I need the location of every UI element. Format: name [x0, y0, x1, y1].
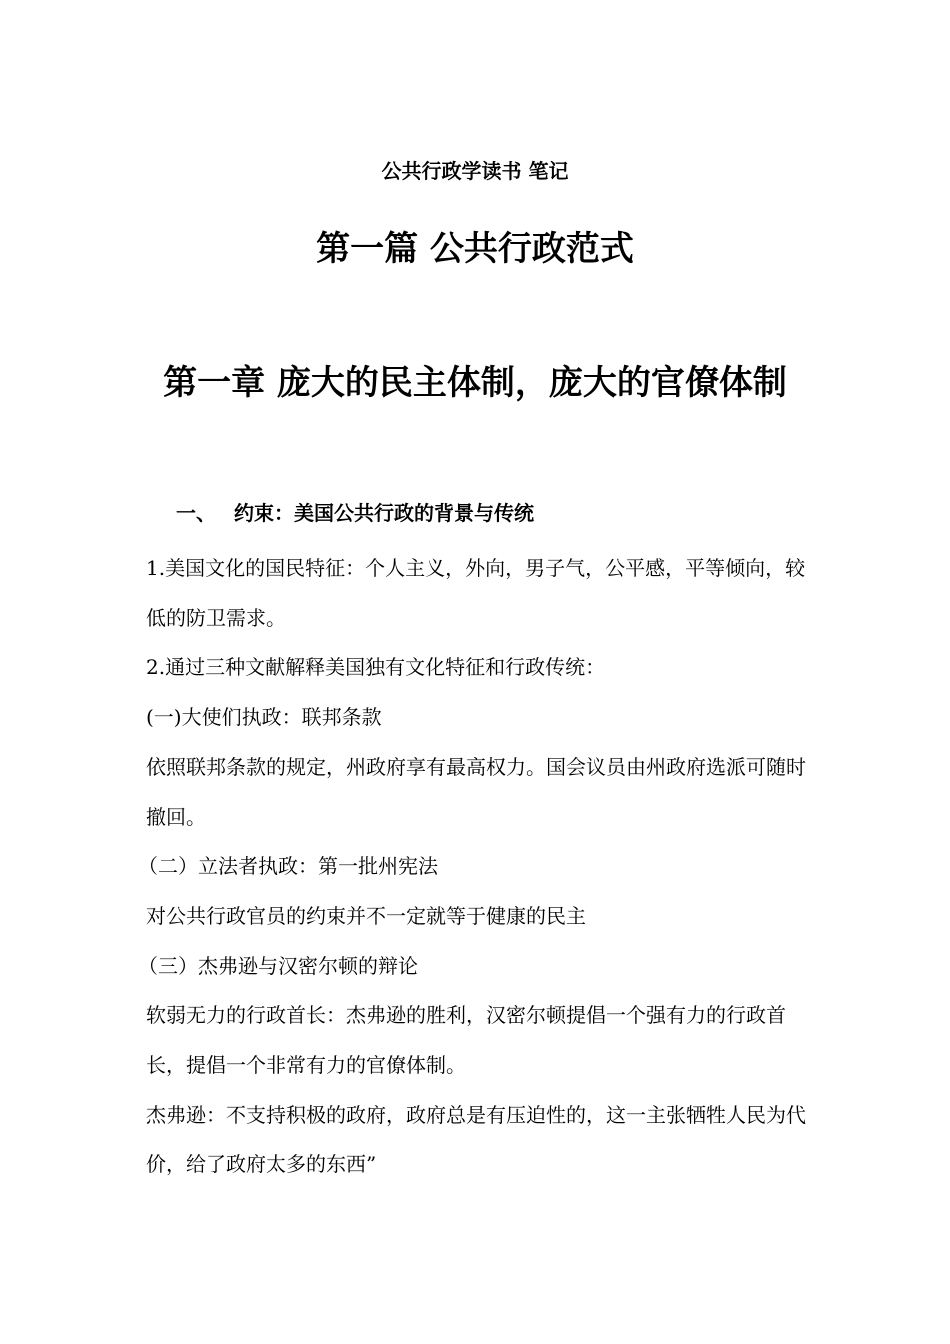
paragraph-weak-executive: 软弱无力的行政首长：杰弗逊的胜利，汉密尔顿提倡一个强有力的行政首长，提倡一个非常有力的官僚体制。 [146, 1003, 786, 1078]
paragraph-national-traits: 1.美国文化的国民特征：个人主义，外向，男子气，公平感，平等倾向，较低的防卫需求。 [146, 556, 806, 630]
paragraph-articles-of-confederation: 依照联邦条款的规定，州政府享有最高权力。国会议员由州政府选派可随时撤回。 [146, 754, 806, 829]
subheading-jefferson-hamilton: （三）杰弗逊与汉密尔顿的辩论 [138, 953, 418, 978]
body-text [138, 544, 810, 1190]
paragraph-three-documents: 2.通过三种文献解释美国独有文化特征和行政传统： [146, 655, 606, 680]
section-number: 一、 [176, 501, 216, 525]
subheading-ambassadors: (一)大使们执政：联邦条款 [146, 705, 382, 730]
section-title: 约束：美国公共行政的背景与传统 [234, 501, 534, 525]
section-heading [176, 498, 534, 528]
paragraph-constraints: 对公共行政官员的约束并不一定就等于健康的民主 [146, 903, 586, 928]
subheading-legislators: （二）立法者执政：第一批州宪法 [138, 854, 438, 879]
paragraph-jefferson: 杰弗逊：不支持积极的政府，政府总是有压迫性的，这一主张牺牲人民为代价，给了政府太多的东西” [146, 1102, 806, 1177]
document-title: 公共行政学读书 笔记 [381, 159, 569, 183]
part-title: 第一篇 公共行政范式 [316, 229, 634, 269]
chapter-title: 第一章 庞大的民主体制，庞大的官僚体制 [163, 363, 787, 403]
